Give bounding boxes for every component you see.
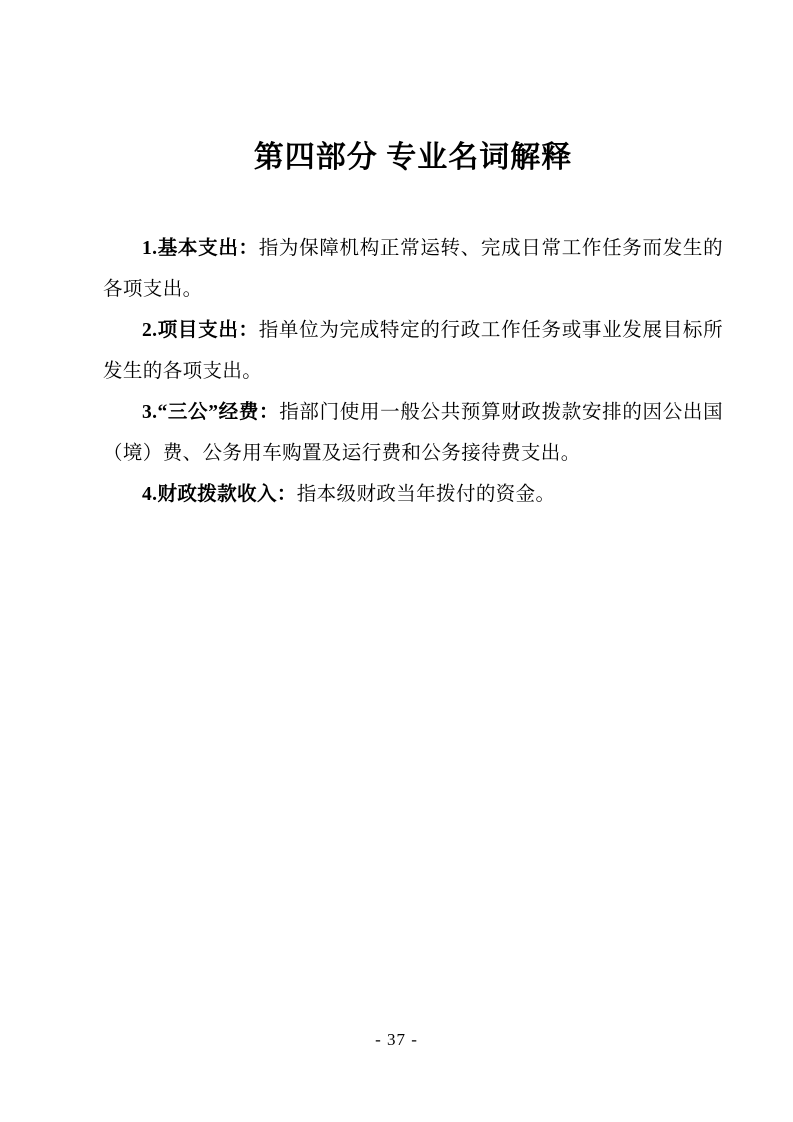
term-definition-1: 指为保障机构正常运转、完成日常工作任务而发生的各项支出。	[103, 238, 723, 300]
term-paragraph-3	[103, 392, 723, 474]
page-number: - 37 -	[375, 1030, 418, 1049]
term-name-1: 基本支出	[157, 238, 239, 259]
term-definition-3: 指部门使用一般公共预算财政拨款安排的因公出国（境）费、公务用车购置及运行费和公务接待费支出。	[103, 402, 723, 464]
term-separator-1: ：	[238, 238, 259, 259]
term-name-2: 项目支出	[157, 320, 239, 341]
term-number-3: 3.	[142, 402, 158, 423]
term-number-2: 2.	[142, 320, 158, 341]
term-separator-2: ：	[238, 320, 259, 341]
term-number-4: 4.	[142, 484, 158, 505]
page-title: 第四部分 专业名词解释	[253, 141, 573, 174]
term-paragraph-4	[103, 474, 723, 515]
term-paragraph-1	[103, 228, 723, 310]
term-definition-2: 指单位为完成特定的行政工作任务或事业发展目标所发生的各项支出。	[103, 320, 723, 382]
term-definition-4: 指本级财政当年拨付的资金。	[296, 484, 556, 505]
term-name-4: 财政拨款收入	[157, 484, 277, 505]
term-paragraph-2	[103, 310, 723, 392]
term-name-3: “三公”经费	[157, 402, 260, 423]
term-number-1: 1.	[142, 238, 158, 259]
term-separator-3: ：	[259, 402, 280, 423]
document-body	[103, 0, 723, 515]
term-separator-4: ：	[276, 484, 297, 505]
